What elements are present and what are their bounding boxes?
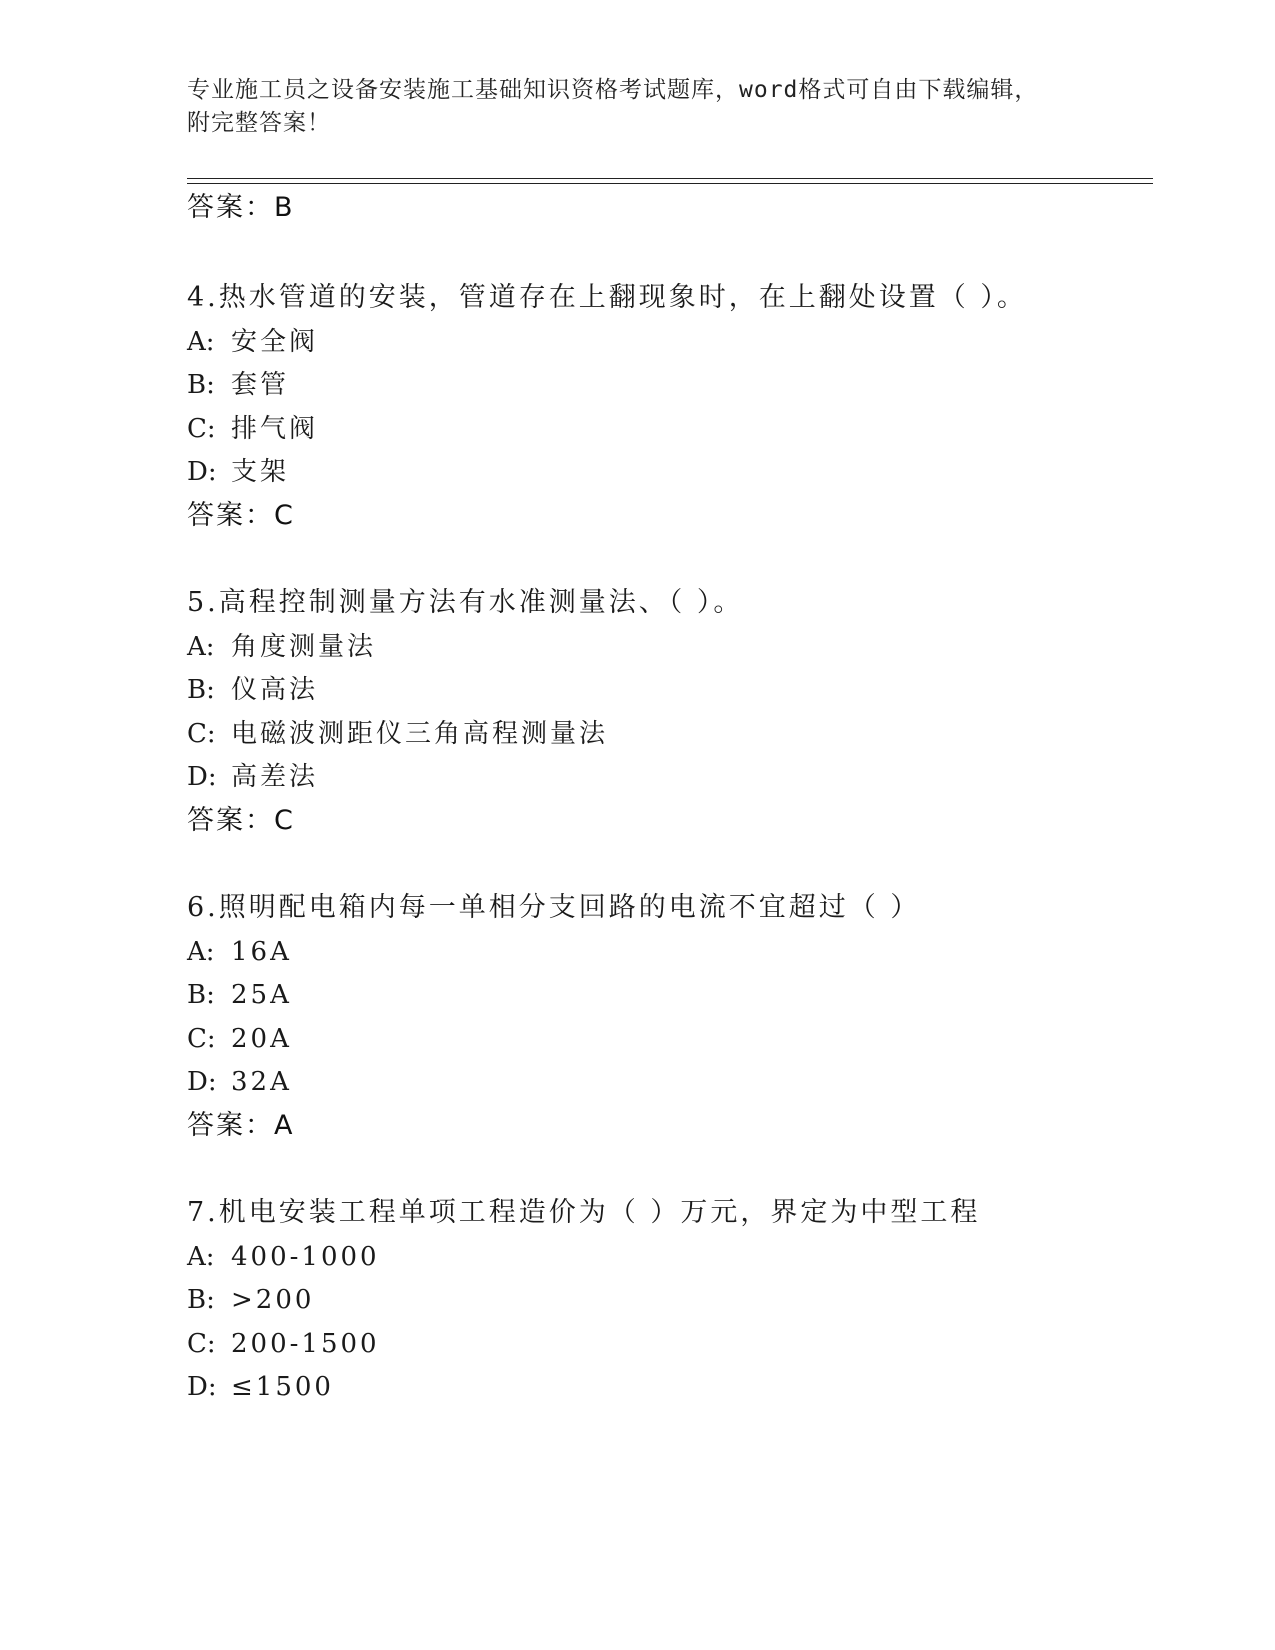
header-divider-top	[187, 178, 1153, 179]
option-c	[187, 1327, 380, 1361]
question-text: 4.热水管道的安装，管道存在上翻现象时，在上翻处设置（ ）。	[187, 282, 1027, 313]
option-key: D:	[187, 762, 217, 792]
answer-line: 答案：A	[187, 1110, 295, 1141]
option-text: 20A	[231, 1024, 292, 1054]
option-text: 角度测量法	[231, 632, 377, 662]
option-text: 套管	[231, 370, 290, 400]
option-d	[187, 1065, 292, 1099]
option-text: ≤1500	[231, 1372, 334, 1402]
option-key: A:	[187, 1242, 215, 1272]
header-line-1: 专业施工员之设备安装施工基础知识资格考试题库，word格式可自由下载编辑，	[187, 77, 1039, 103]
option-text: 电磁波测距仪三角高程测量法	[231, 719, 609, 749]
option-text: 仪高法	[231, 675, 319, 705]
document-header	[187, 74, 1087, 140]
header-divider-bottom	[187, 183, 1153, 184]
option-key: B:	[187, 1285, 215, 1315]
option-key: D:	[187, 1372, 217, 1402]
option-a	[187, 630, 376, 664]
option-text: 400-1000	[231, 1242, 380, 1272]
option-c	[187, 1022, 292, 1056]
option-key: B:	[187, 370, 215, 400]
option-key: D:	[187, 457, 217, 487]
option-d	[187, 1370, 334, 1404]
answer-line: 答案：C	[187, 500, 295, 531]
option-a	[187, 1240, 380, 1274]
option-text: 32A	[231, 1067, 292, 1097]
question-text: 7.机电安装工程单项工程造价为（ ）万元，界定为中型工程	[187, 1197, 981, 1228]
option-a	[187, 325, 318, 359]
option-key: A:	[187, 937, 215, 967]
option-text: 支架	[231, 457, 290, 487]
option-c	[187, 412, 318, 446]
option-text: 16A	[231, 937, 292, 967]
option-key: C:	[187, 1329, 216, 1359]
option-text: 200-1500	[231, 1329, 380, 1359]
option-c	[187, 717, 608, 751]
answer-line: 答案：C	[187, 805, 295, 836]
option-key: D:	[187, 1067, 217, 1097]
option-b	[187, 1283, 314, 1317]
option-key: B:	[187, 980, 215, 1010]
option-b	[187, 978, 292, 1012]
option-text: 高差法	[231, 762, 319, 792]
question-text: 6.照明配电箱内每一单相分支回路的电流不宜超过（ ）	[187, 892, 921, 923]
option-key: B:	[187, 675, 215, 705]
option-key: C:	[187, 414, 216, 444]
answer-line: 答案：B	[187, 192, 295, 223]
option-text: 25A	[231, 980, 292, 1010]
option-key: C:	[187, 719, 216, 749]
option-d	[187, 455, 289, 489]
option-text: 排气阀	[231, 414, 319, 444]
header-line-2: 附完整答案！	[187, 110, 331, 136]
option-b	[187, 368, 289, 402]
option-key: A:	[187, 632, 215, 662]
option-text: >200	[231, 1285, 315, 1315]
option-key: A:	[187, 327, 215, 357]
option-key: C:	[187, 1024, 216, 1054]
option-d	[187, 760, 318, 794]
option-a	[187, 935, 292, 969]
option-b	[187, 673, 318, 707]
option-text: 安全阀	[231, 327, 319, 357]
question-text: 5.高程控制测量方法有水准测量法、（ ）。	[187, 587, 744, 618]
